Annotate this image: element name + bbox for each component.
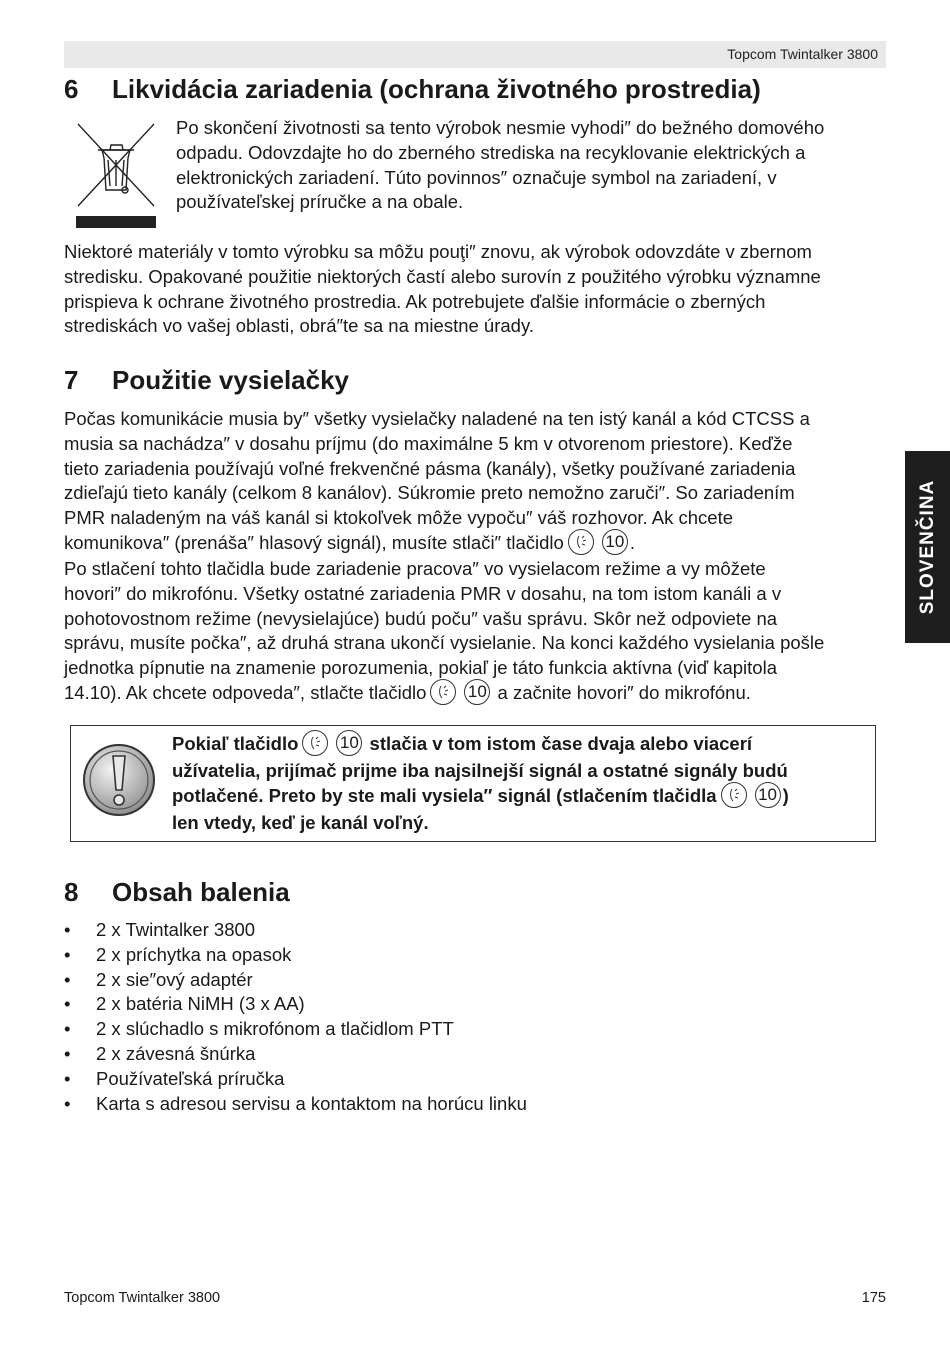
exclamation-icon — [81, 742, 157, 818]
section-6-heading — [64, 74, 761, 105]
page-number: 175 — [861, 1290, 886, 1306]
weee-crossed-bin-icon — [72, 120, 160, 232]
line-text: ) — [782, 785, 789, 807]
list-item: • Používateľská príručka — [64, 1067, 527, 1092]
text-line: hovori″ do mikrofónu. Všetky ostatné zariadenia PMR v dosahu, na tom istom kanáli a v — [64, 582, 782, 604]
text-line — [172, 783, 862, 810]
running-header — [64, 41, 886, 68]
text-line: jednotka pípnutie na znamenie porozumenia, pokiaľ je táto funkcia aktívna (viď kapitola — [64, 657, 777, 679]
footer-title: Topcom Twintalker 3800 — [64, 1290, 221, 1306]
text-line: pohotovostnom režime (nevysielajúce) budú poču″ vašu správu. Skôr než odpoviete na — [64, 607, 778, 629]
text-line: strediskách vo vašej oblasti, obrá″te sa na miestne úrady. — [64, 315, 534, 337]
list-item: • 2 x závesná šnúrka — [64, 1042, 527, 1067]
section-6-intro — [176, 116, 886, 215]
running-title: Topcom Twintalker 3800 — [727, 46, 878, 62]
section-8-heading — [64, 877, 290, 908]
text-line: stredisku. Opakované použitie niektorých častí alebo surovín z použitého výrobku významne — [64, 265, 821, 287]
text-line: Niektoré materiály v tomto výrobku sa môžu pouţi″ znovu, ak výrobok odovzdáte v zbernom — [64, 241, 812, 262]
section-7-heading — [64, 365, 349, 396]
package-contents-list — [64, 918, 527, 1116]
list-item: • Karta s adresou servisu a kontaktom na horúcu linku — [64, 1092, 527, 1117]
ptt-talk-icon — [721, 782, 747, 808]
button-number-badge: 10 — [336, 730, 362, 756]
ptt-talk-icon — [302, 730, 328, 756]
line-text: Pokiaľ tlačidlo — [172, 733, 299, 754]
ptt-talk-icon — [568, 529, 594, 555]
section-6-body — [64, 240, 894, 339]
text-line: Počas komunikácie musia by″ všetky vysielačky naladené na ten istý kanál a kód CTCSS a — [64, 408, 810, 429]
text-line: prispieva k ochrane životného prostredia. Ak potrebujete ďalšie informácie o zberných — [64, 290, 766, 312]
list-item: • 2 x batéria NiMH (3 x AA) — [64, 992, 527, 1017]
list-item: • 2 x Twintalker 3800 — [64, 918, 527, 943]
section-8-number: 8 — [64, 877, 79, 907]
list-item: • 2 x slúchadlo s mikrofónom a tlačidlom PTT — [64, 1017, 527, 1042]
button-number-badge: 10 — [464, 679, 490, 705]
line-text: a začnite hovori″ do mikrofónu. — [497, 682, 751, 704]
line-text: 14.10). Ak chcete odpoveda″, stlačte tlačidlo — [64, 682, 427, 704]
text-line: odpadu. Odovzdajte ho do zberného strediska na recyklovanie elektrických a — [176, 141, 806, 163]
section-7-number: 7 — [64, 365, 79, 395]
text-line: musia sa nachádza″ v dosahu príjmu (do maximálne 5 km v otvorenom priestore). Keďže — [64, 432, 793, 454]
button-number-badge: 10 — [755, 782, 781, 808]
text-line: zdieľajú tieto kanály (celkom 8 kanálov). Súkromie preto nemožno zaruči″. So zariadením — [64, 482, 795, 504]
line-text: komunikova″ (prenáša″ hlasový signál), musíte stlači″ tlačidlo — [64, 531, 564, 553]
text-line: PMR naladeným na váš kanál si ktokoľvek môže vypoču″ váš rozhovor. Ak chcete — [64, 507, 734, 529]
text-line: tieto zariadenia používajú voľné frekvenčné pásma (kanály), všetky používané zariadenia — [64, 457, 796, 479]
text-line: používateľskej príručke a na obale. — [176, 191, 464, 213]
language-side-tab — [905, 451, 950, 643]
text-line — [64, 681, 894, 707]
line-text: stlačia v tom istom čase dvaja alebo viacerí — [369, 733, 753, 754]
text-line: Po skončení životnosti sa tento výrobok nesmie vyhodi″ do bežného domového — [176, 117, 825, 138]
section-8-title: Obsah balenia — [112, 877, 290, 907]
text-line: Po stlačení tohto tlačidla bude zariadenie pracova″ vo vysielacom režime a vy môžete — [64, 558, 766, 580]
language-label: SLOVENČINA — [916, 479, 938, 615]
warning-text — [172, 731, 862, 835]
section-6-number: 6 — [64, 74, 79, 104]
list-item: • 2 x sie″ový adaptér — [64, 968, 527, 993]
line-text: potlačené. Preto by ste mali vysiela″ signál (stlačením tlačidla — [172, 785, 717, 807]
text-line: správu, musíte počka″, až druhá strana ukončí vysielanie. Na konci každého vysielania pošle — [64, 632, 825, 654]
section-7-title: Použitie vysielačky — [112, 365, 350, 395]
button-number-badge: 10 — [602, 529, 628, 555]
text-line: len vtedy, keď je kanál voľný. — [172, 812, 429, 834]
text-line: užívatelia, prijímač prijme iba najsilnejší signál a ostatné signály budú — [172, 760, 788, 782]
line-text: . — [629, 531, 635, 553]
ptt-talk-icon — [430, 679, 456, 705]
section-7-body — [64, 407, 894, 707]
text-line — [64, 531, 894, 557]
text-line: elektronických zariadení. Túto povinnos″ označuje symbol na zariadení, v — [176, 166, 777, 188]
warning-box — [70, 725, 876, 842]
section-6-title: Likvidácia zariadenia (ochrana životného prostredia) — [112, 74, 761, 104]
list-item: • 2 x príchytka na opasok — [64, 943, 527, 968]
text-line — [172, 731, 862, 758]
